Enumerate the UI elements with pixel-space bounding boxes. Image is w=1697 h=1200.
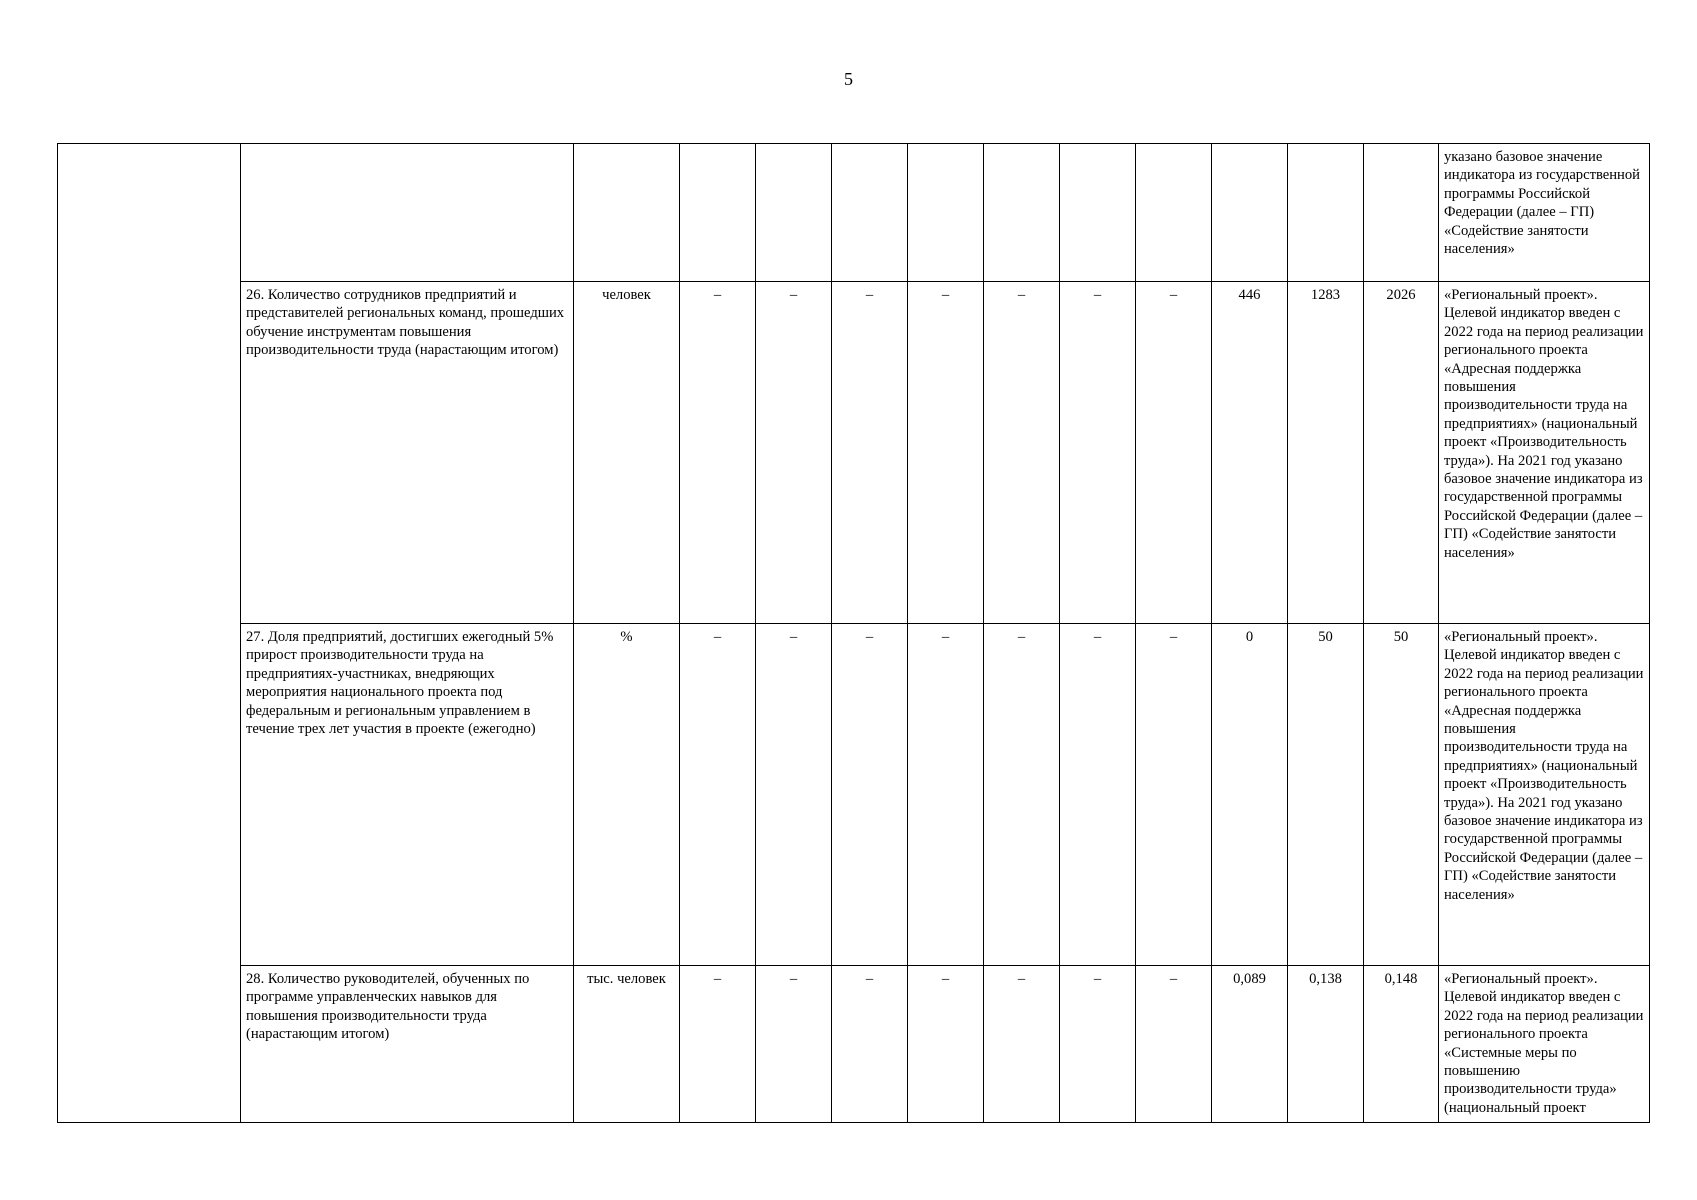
value-cell: – xyxy=(1136,282,1212,624)
unit-cell: тыс. человек xyxy=(574,966,680,1123)
value-cell: – xyxy=(832,282,908,624)
value-cell xyxy=(680,144,756,282)
value-cell: 1283 xyxy=(1288,282,1364,624)
value-cell: 0,148 xyxy=(1364,966,1439,1123)
value-cell: 50 xyxy=(1288,624,1364,966)
table-row xyxy=(58,966,1650,1123)
indicator-name: 26. Количество сотрудников предприятий и представителей региональных команд, прошедших обучение инструментам повышения производительности труда (нарастающим итогом) xyxy=(241,282,574,624)
value-cell: – xyxy=(680,966,756,1123)
indicator-name: 28. Количество руководителей, обученных по программе управленческих навыков для повышения производительности труда (нарастающим итогом) xyxy=(241,966,574,1123)
value-cell: 0,089 xyxy=(1212,966,1288,1123)
indicators-table xyxy=(57,143,1650,1123)
value-cell: 0,138 xyxy=(1288,966,1364,1123)
value-cell: – xyxy=(984,966,1060,1123)
value-cell xyxy=(908,144,984,282)
value-cell xyxy=(1288,144,1364,282)
value-cell xyxy=(1060,144,1136,282)
table-row xyxy=(58,144,1650,282)
unit-cell: % xyxy=(574,624,680,966)
note-cell: «Региональный проект». Целевой индикатор введен с 2022 года на период реализации регионального проекта «Системные меры по повышению производительности труда» (национальный проект xyxy=(1439,966,1650,1123)
value-cell: – xyxy=(832,966,908,1123)
note-cell: указано базовое значение индикатора из государственной программы Российской Федерации (далее – ГП) «Содействие занятости населения» xyxy=(1439,144,1650,282)
value-cell: – xyxy=(908,624,984,966)
value-cell xyxy=(756,144,832,282)
value-cell xyxy=(1364,144,1439,282)
value-cell: – xyxy=(984,282,1060,624)
indicator-name: 27. Доля предприятий, достигших ежегодный 5% прирост производительности труда на предприятиях-участниках, внедряющих мероприятия национального проекта под федеральным и региональным управлением в течение трех лет участия в проекте (ежегодно) xyxy=(241,624,574,966)
value-cell: – xyxy=(756,966,832,1123)
value-cell: – xyxy=(1060,966,1136,1123)
value-cell: 2026 xyxy=(1364,282,1439,624)
value-cell xyxy=(1136,144,1212,282)
value-cell: – xyxy=(756,282,832,624)
value-cell: – xyxy=(908,966,984,1123)
note-cell: «Региональный проект». Целевой индикатор введен с 2022 года на период реализации регионального проекта «Адресная поддержка повышения производительности труда на предприятиях» (национальный проект «Производительность труда»). На 2021 год указано базовое значение индикатора из государственной программы Российской Федерации (далее – ГП) «Содействие занятости населения» xyxy=(1439,282,1650,624)
value-cell: – xyxy=(1136,966,1212,1123)
value-cell: – xyxy=(680,282,756,624)
value-cell: 50 xyxy=(1364,624,1439,966)
value-cell: – xyxy=(1060,624,1136,966)
value-cell: 446 xyxy=(1212,282,1288,624)
value-cell: – xyxy=(908,282,984,624)
table-row xyxy=(58,624,1650,966)
value-cell: – xyxy=(1136,624,1212,966)
page-number: 5 xyxy=(844,69,853,89)
value-cell: – xyxy=(984,624,1060,966)
indicator-name xyxy=(241,144,574,282)
value-cell: – xyxy=(680,624,756,966)
value-cell xyxy=(984,144,1060,282)
table-row xyxy=(58,282,1650,624)
value-cell xyxy=(832,144,908,282)
section-cell xyxy=(58,144,241,1123)
unit-cell xyxy=(574,144,680,282)
unit-cell: человек xyxy=(574,282,680,624)
value-cell: – xyxy=(756,624,832,966)
value-cell xyxy=(1212,144,1288,282)
value-cell: – xyxy=(1060,282,1136,624)
value-cell: – xyxy=(832,624,908,966)
note-cell: «Региональный проект». Целевой индикатор введен с 2022 года на период реализации регионального проекта «Адресная поддержка повышения производительности труда на предприятиях» (национальный проект «Производительность труда»). На 2021 год указано базовое значение индикатора из государственной программы Российской Федерации (далее – ГП) «Содействие занятости населения» xyxy=(1439,624,1650,966)
value-cell: 0 xyxy=(1212,624,1288,966)
